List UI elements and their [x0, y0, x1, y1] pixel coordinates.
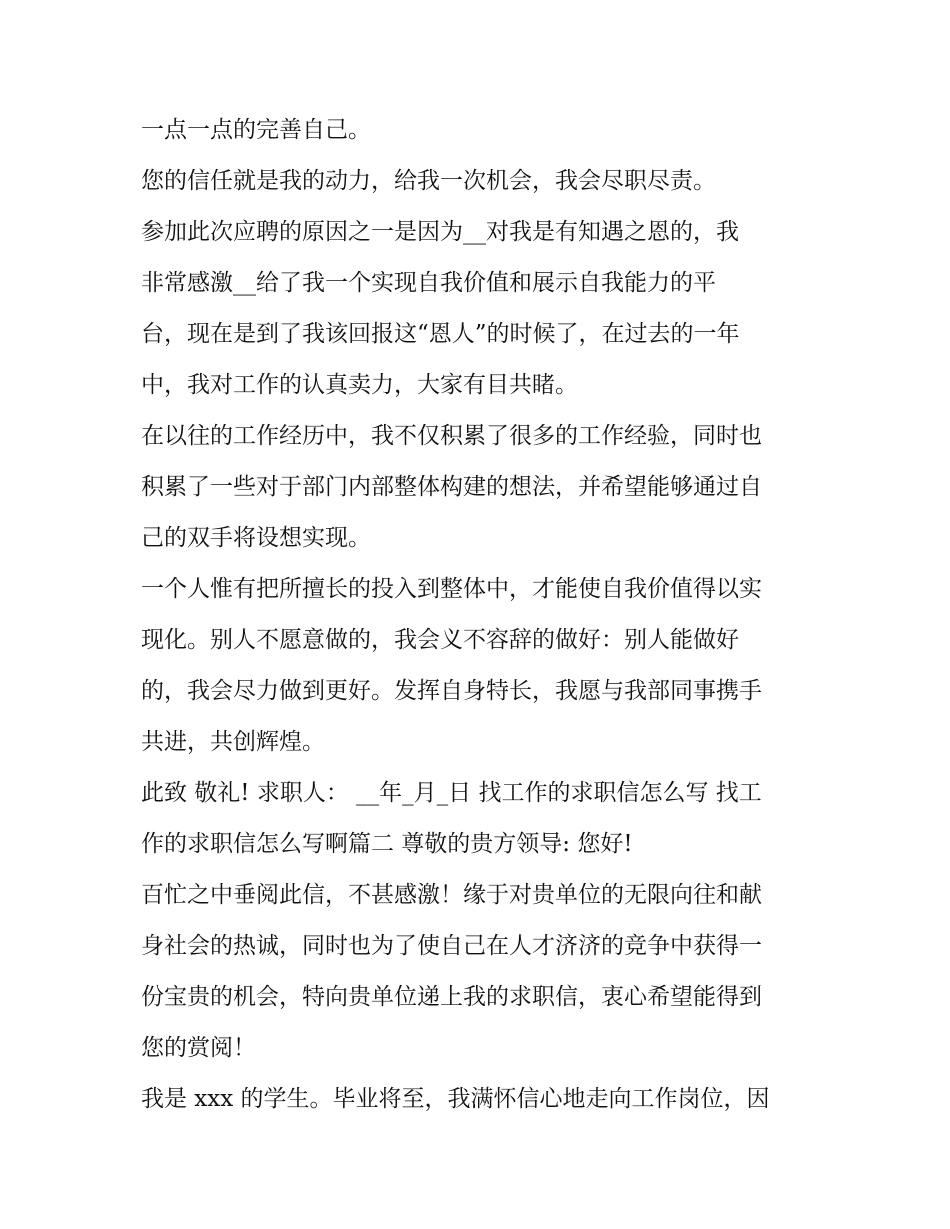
text-line: 参加此次应聘的原因之一是因为__对我是有知遇之恩的，我	[141, 219, 739, 245]
text-line: 台，现在是到了我该回报这“恩人”的时候了，在过去的一年	[141, 321, 740, 347]
text-line: 此致 敬礼! 求职人： __年_月_日 找工作的求职信怎么写 找工	[141, 780, 762, 806]
text-line: 您的赏阅！	[141, 1035, 256, 1061]
text-line: 在以往的工作经历中，我不仅积累了很多的工作经验，同时也	[141, 423, 762, 449]
text-line: 非常感激__给了我一个实现自我价值和展示自我能力的平	[141, 270, 716, 296]
text-line: 中，我对工作的认真卖力，大家有目共睹。	[141, 372, 578, 398]
text-line: 份宝贵的机会，特向贵单位递上我的求职信，衷心希望能得到	[141, 984, 762, 1010]
text-line: 一个人惟有把所擅长的投入到整体中，才能使自我价值得以实	[141, 576, 762, 602]
text-line: 共进，共创辉煌。	[141, 729, 325, 755]
text-line: 百忙之中垂阅此信，不甚感激！缘于对贵单位的无限向往和献	[141, 882, 762, 908]
text-line: 您的信任就是我的动力，给我一次机会，我会尽职尽责。	[141, 168, 716, 194]
text-line: 积累了一些对于部门内部整体构建的想法，并希望能够通过自	[141, 474, 762, 500]
text-line: 的，我会尽力做到更好。发挥自身特长，我愿与我部同事携手	[141, 678, 762, 704]
text-line: 现化。别人不愿意做的，我会义不容辞的做好：别人能做好	[141, 627, 739, 653]
text-line: 身社会的热诚，同时也为了使自己在人才济济的竞争中获得一	[141, 933, 762, 959]
text-line: 作的求职信怎么写啊篇二 尊敬的贵方领导: 您好!	[141, 831, 633, 857]
document-body	[141, 107, 821, 1127]
text-line: 一点一点的完善自己。	[141, 117, 371, 143]
text-line: 我是 xxx 的学生。毕业将至，我满怀信心地走向工作岗位，因	[141, 1086, 770, 1112]
text-line: 己的双手将设想实现。	[141, 525, 371, 551]
